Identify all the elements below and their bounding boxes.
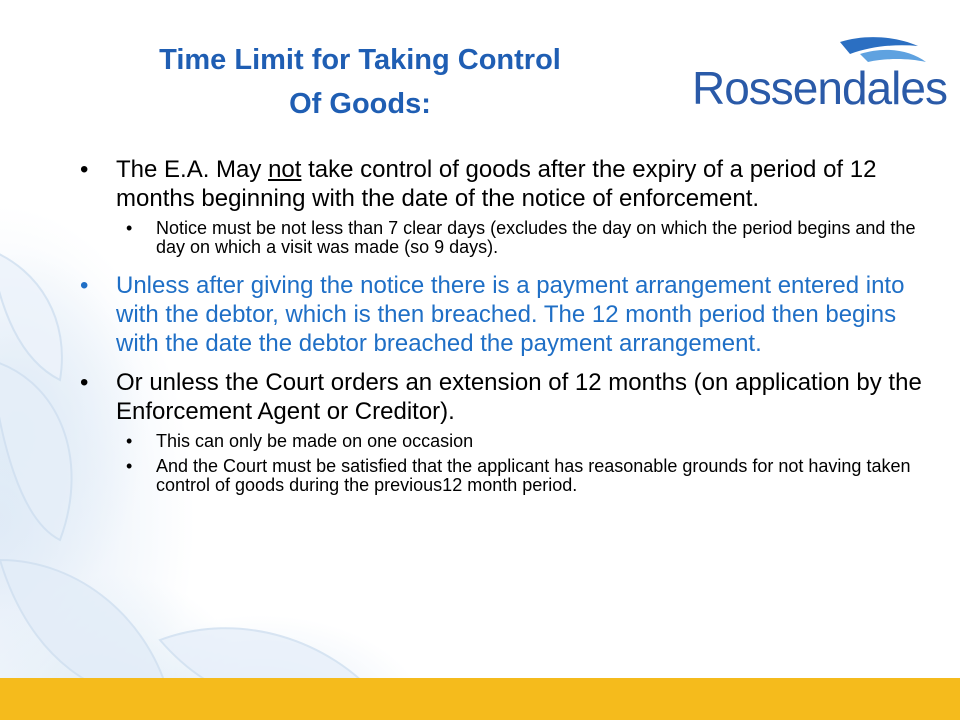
bullet-time-limit <box>80 155 930 213</box>
bullet-payment-arrangement <box>80 271 930 358</box>
bullet-dot: • <box>126 456 133 476</box>
subbullet-court-satisfied <box>126 457 930 495</box>
bullet-dot: • <box>80 272 89 299</box>
subbullet-text: Notice must be not less than 7 clear days (excludes the day on which the period begins and the day on which a visit was made (so 9 days). <box>156 218 916 257</box>
subbullet-text: This can only be made on one occasion <box>156 431 474 451</box>
svg-text:Rossendales: Rossendales <box>692 62 947 110</box>
bullet-text: Unless after giving the notice there is a payment arrangement entered into with the debtor, which is then breached. The 12 month period then begins with the date the debtor breached the payment arrangement. <box>116 272 905 357</box>
bullet-dot: • <box>80 156 89 183</box>
title-line-1: Time Limit for Taking Control <box>159 44 561 76</box>
title-line-2: Of Goods: <box>289 88 431 120</box>
bullet-text-pre: The E.A. May <box>116 156 269 183</box>
bullet-dot: • <box>126 218 133 238</box>
subbullet-one-occasion <box>126 432 930 451</box>
slide-title <box>40 38 680 126</box>
subbullet-notice-days <box>126 219 930 257</box>
bullet-dot: • <box>80 369 89 396</box>
bullet-court-extension <box>80 368 930 426</box>
slide-content <box>80 155 930 501</box>
footer-bar <box>0 678 960 720</box>
rossendales-logo <box>690 32 950 110</box>
logo-swoosh-icon <box>690 32 950 110</box>
bullet-text-post: take control of goods after the expiry of a period of 12 months beginning with the date of the notice of enforcement. <box>116 156 877 212</box>
bullet-dot: • <box>126 431 133 451</box>
bullet-text-underlined: not <box>268 156 302 183</box>
bullet-text: Or unless the Court orders an extension of 12 months (on application by the Enforcement Agent or Creditor). <box>116 369 922 425</box>
subbullet-text: And the Court must be satisfied that the applicant has reasonable grounds for not having taken control of goods during the previous12 month period. <box>156 456 911 495</box>
